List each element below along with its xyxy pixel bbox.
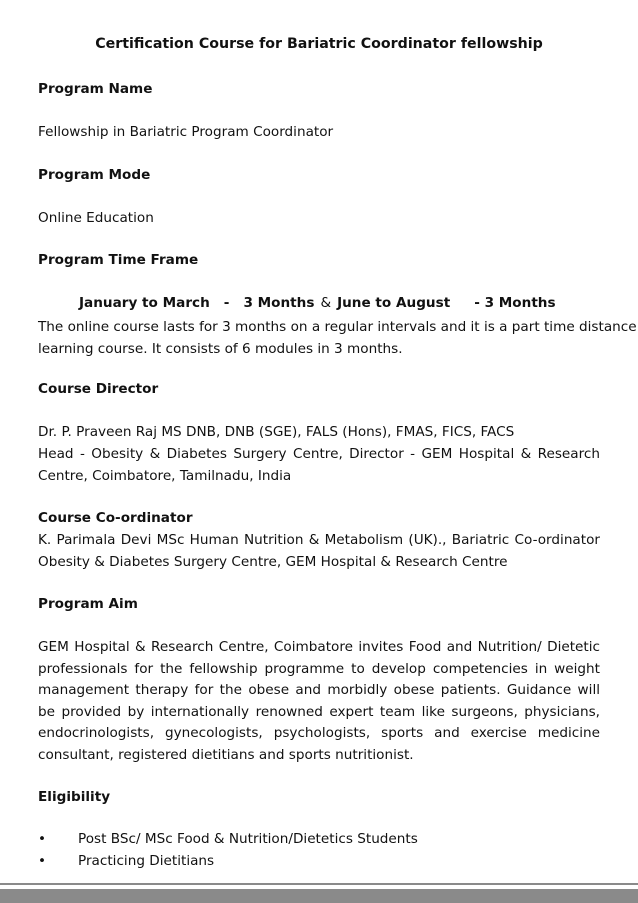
course-coordinator-line: K. Parimala Devi MSc Human Nutrition & Metabolism (UK)., Bariatric Co-ordinator: [38, 532, 600, 548]
program-mode-value: Online Education: [38, 210, 154, 226]
program-aim-line: consultant, registered dietitians and sports nutritionist.: [38, 747, 414, 763]
period-one: January to March: [79, 295, 210, 311]
course-director-name: Dr. P. Praveen Raj MS DNB, DNB (SGE), FALS (Hons), FMAS, FICS, FACS: [38, 424, 515, 440]
period-separator: &: [320, 295, 332, 311]
bullet-icon: •: [38, 853, 47, 869]
program-name-heading: Program Name: [38, 81, 153, 97]
program-aim-line: management therapy for the obese and morbidly obese patients. Guidance will: [38, 682, 600, 698]
course-director-role-line: Head - Obesity & Diabetes Surgery Centre, Director - GEM Hospital & Research: [38, 446, 600, 462]
time-frame-description-line: learning course. It consists of 6 modules in 3 months.: [38, 341, 403, 357]
program-aim-heading: Program Aim: [38, 596, 138, 612]
bullet-icon: •: [38, 831, 47, 847]
program-mode-heading: Program Mode: [38, 167, 151, 183]
program-aim-line: be provided by internationally renowned expert team like surgeons, physicians,: [38, 704, 600, 720]
eligibility-heading: Eligibility: [38, 789, 111, 805]
program-time-frame-heading: Program Time Frame: [38, 252, 199, 268]
program-name-value: Fellowship in Bariatric Program Coordinator: [38, 124, 334, 140]
eligibility-item-text: Practicing Dietitians: [78, 853, 215, 869]
document-title: Certification Course for Bariatric Coordinator fellowship: [95, 36, 543, 52]
eligibility-item-text: Post BSc/ MSc Food & Nutrition/Dietetics Students: [78, 831, 418, 847]
program-aim-line: professionals for the fellowship programme to develop competencies in weight: [38, 661, 600, 677]
course-director-role-line: Centre, Coimbatore, Tamilnadu, India: [38, 468, 292, 484]
time-frame-schedule: [79, 295, 556, 311]
period-two: June to August: [337, 295, 451, 311]
program-aim-line: endocrinologists, gynecologists, psychologists, sports and exercise medicine: [38, 725, 600, 741]
course-coordinator-heading: Course Co-ordinator: [38, 510, 193, 526]
footer-bar: [0, 889, 638, 903]
period-one-duration: 3 Months: [243, 295, 315, 311]
time-frame-description-line: The online course lasts for 3 months on a regular intervals and it is a part time distance: [38, 319, 637, 335]
period-one-dash: -: [223, 295, 230, 311]
course-director-heading: Course Director: [38, 381, 159, 397]
period-two-duration: - 3 Months: [474, 295, 556, 311]
program-aim-line: GEM Hospital & Research Centre, Coimbatore invites Food and Nutrition/ Dietetic: [38, 639, 600, 655]
course-coordinator-line: Obesity & Diabetes Surgery Centre, GEM Hospital & Research Centre: [38, 554, 508, 570]
footer-divider: [0, 883, 638, 885]
